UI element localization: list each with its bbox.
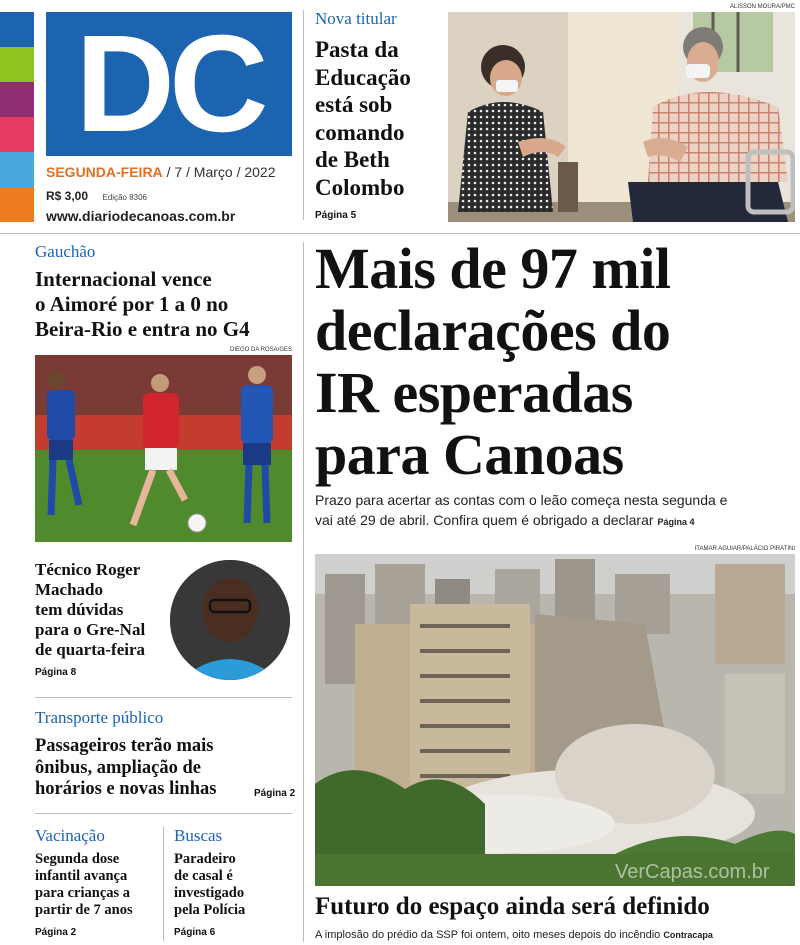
- transporte-page[interactable]: Página 2: [254, 788, 296, 799]
- buscas-page[interactable]: Página 6: [174, 927, 216, 938]
- headline-line: Educação: [315, 64, 411, 90]
- subhead-line: vai até 29 de abril. Confira quem é obrigado a declarar: [315, 512, 654, 528]
- headline-line: Passageiros terão mais: [35, 736, 214, 756]
- headline-line: comando: [315, 119, 405, 145]
- stripe: [0, 187, 34, 222]
- caption-page-ref[interactable]: Contracapa: [663, 930, 713, 940]
- football-photo[interactable]: [35, 355, 292, 542]
- headline-line: Machado: [35, 580, 103, 599]
- meeting-photo[interactable]: [448, 12, 795, 222]
- headline-line: de casal é: [174, 868, 233, 884]
- stripe: [0, 47, 34, 82]
- roger-portrait[interactable]: [170, 560, 290, 680]
- logo-text: DC: [75, 7, 263, 161]
- headline-line: Colombo: [315, 174, 405, 200]
- logo[interactable]: [46, 7, 292, 161]
- divider: [35, 813, 292, 814]
- football-illustration: [35, 355, 292, 542]
- headline-line: Segunda dose: [35, 851, 120, 867]
- divider: [0, 233, 800, 234]
- headline-line: Paradeiro: [174, 851, 236, 867]
- roger-page[interactable]: Página 8: [35, 667, 77, 678]
- main-headline[interactable]: [315, 238, 795, 486]
- divider: [163, 826, 164, 941]
- headline-line: para Canoas: [315, 422, 624, 487]
- demolition-headline[interactable]: Futuro do espaço ainda será definido: [315, 893, 710, 920]
- headline-line: pela Polícia: [174, 902, 246, 918]
- buscas-headline[interactable]: [174, 851, 289, 919]
- divider: [303, 242, 304, 942]
- gauchao-headline[interactable]: [35, 267, 295, 342]
- subhead-line: Prazo para acertar as contas com o leão começa nesta segunda e: [315, 492, 728, 508]
- headline-line: o Aimoré por 1 a 0 no: [35, 292, 229, 316]
- vacinacao-kicker: Vacinação: [35, 826, 105, 845]
- edition: Edição 8306: [102, 193, 147, 202]
- headline-line: declarações do: [315, 298, 671, 363]
- meeting-illustration: [448, 12, 795, 222]
- date-line: [46, 164, 276, 180]
- vacinacao-headline[interactable]: [35, 851, 160, 919]
- roger-headline[interactable]: [35, 560, 175, 660]
- headline-line: Beira-Rio e entra no G4: [35, 317, 250, 341]
- headline-line: infantil avança: [35, 868, 128, 884]
- headline-line: investigado: [174, 885, 245, 901]
- stripe: [0, 82, 34, 117]
- headline-line: partir de 7 anos: [35, 902, 133, 918]
- stripe: [0, 152, 34, 187]
- photo-credit: DIEGO DA ROSA/GES: [229, 347, 292, 353]
- portrait-illustration: [170, 560, 290, 680]
- headline-line: para crianças a: [35, 885, 131, 901]
- headline-line: Pasta da: [315, 37, 399, 62]
- transporte-kicker: Transporte público: [35, 708, 164, 727]
- top-story-page[interactable]: Página 5: [315, 210, 357, 221]
- photo-credit: ITAMAR AGUIAR/PALÁCIO PIRATINI: [694, 546, 795, 552]
- headline-line: está sob: [315, 92, 393, 117]
- main-page[interactable]: Página 4: [657, 517, 695, 527]
- headline-line: Internacional vence: [35, 267, 212, 291]
- divider: [303, 10, 304, 220]
- website-link[interactable]: www.diariodecanoas.com.br: [46, 208, 236, 224]
- top-story-headline[interactable]: [315, 36, 450, 201]
- gauchao-kicker: Gauchão: [35, 242, 96, 261]
- photo-credit: ALISSON MOURA/PMC: [729, 4, 795, 10]
- demolition-caption: [315, 929, 713, 941]
- color-stripes: [0, 12, 34, 222]
- headline-line: para o Gre-Nal: [35, 620, 146, 639]
- headline-line: IR esperadas: [315, 360, 633, 425]
- demolition-photo[interactable]: [315, 554, 795, 886]
- headline-line: horários e novas linhas: [35, 779, 217, 799]
- main-subhead: [315, 490, 797, 532]
- divider: [35, 697, 292, 698]
- stripe: [0, 117, 34, 152]
- date-rest: / 7 / Março / 2022: [166, 164, 276, 180]
- buscas-kicker: Buscas: [174, 826, 223, 845]
- vacinacao-page[interactable]: Página 2: [35, 927, 77, 938]
- weekday: SEGUNDA-FEIRA: [46, 164, 163, 180]
- price-line: [46, 187, 147, 205]
- headline-line: tem dúvidas: [35, 600, 124, 619]
- headline-line: ônibus, ampliação de: [35, 757, 202, 778]
- headline-line: de Beth: [315, 147, 390, 172]
- headline-line: Técnico Roger: [35, 560, 141, 579]
- stripe: [0, 12, 34, 47]
- demolition-illustration: [315, 554, 795, 886]
- watermark: VerCapas.com.br: [615, 861, 770, 883]
- headline-line: Mais de 97 mil: [315, 236, 671, 301]
- price: R$ 3,00: [46, 189, 89, 203]
- caption-text: A implosão do prédio da SSP foi ontem, oito meses depois do incêndio: [315, 929, 661, 941]
- top-story-kicker: Nova titular: [315, 9, 397, 28]
- headline-line: de quarta-feira: [35, 640, 146, 659]
